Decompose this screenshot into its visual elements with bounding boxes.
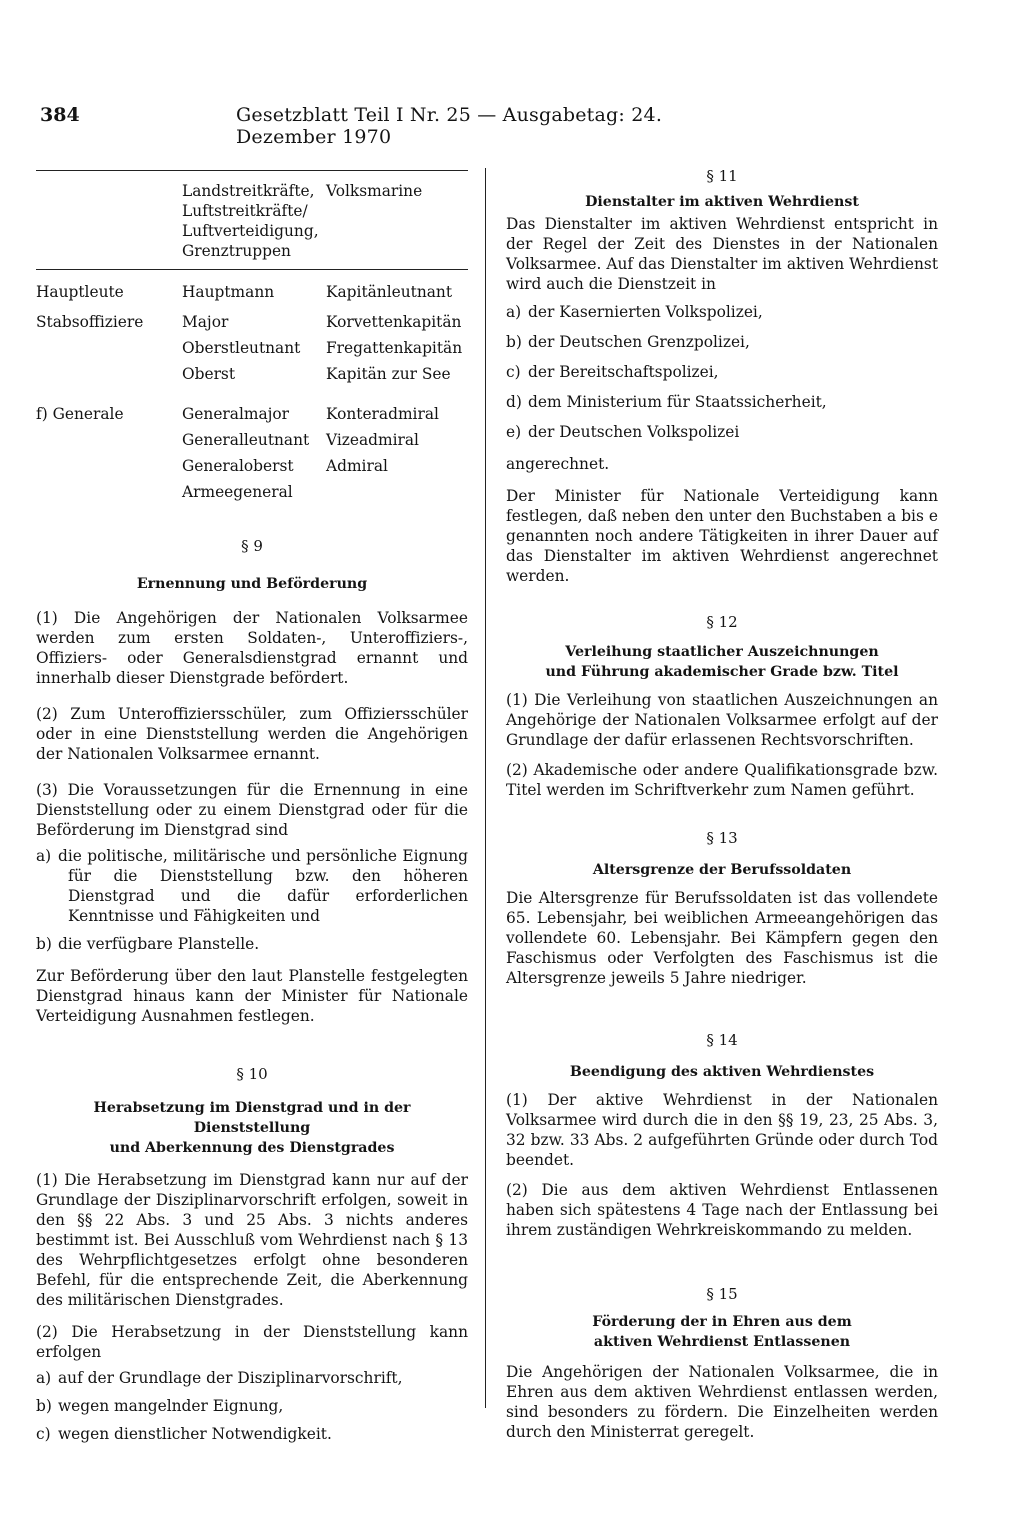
list-item: a) der Kasernierten Volkspolizei,	[506, 303, 763, 321]
col-header-navy: Volksmarine	[326, 182, 423, 200]
section-12-title-2: und Führung akademischer Grade bzw. Titel	[545, 664, 899, 680]
section-9-title: Ernennung und Beförderung	[136, 576, 368, 592]
right-column	[506, 166, 938, 1442]
section-11-para-1: Das Dienstalter im aktiven Wehrdienst entspricht in der Regel der Zeit des Dienstes in der Nationalen Volksarmee. Auf das Dienstalter im aktiven Wehrdienst wird auch die Dienstzeit in	[506, 215, 938, 293]
section-11-para-3: Der Minister für Nationale Verteidigung kann festlegen, daß neben den unter den Buchstaben a bis e genannten noch andere Tätigkeiten in ihrer Dauer auf das Dienstalter im aktiven Wehrdienst angerechnet werden.	[506, 487, 938, 585]
table-row: Generaloberst Admiral	[182, 457, 388, 475]
section-14-para-1: (1) Der aktive Wehrdienst in der Nationalen Volksarmee wird durch die in den §§ 19, 23, 25 Abs. 3, 32 bzw. 33 Abs. 2 aufgeführten Gründe oder durch Tod beendet.	[506, 1091, 938, 1169]
section-14-number: § 14	[706, 1031, 738, 1049]
section-15-number: § 15	[706, 1285, 738, 1303]
section-9-para-1: (1) Die Angehörigen der Nationalen Volksarmee werden zum ersten Soldaten-, Unteroffiziers-, Offiziers- oder Generalsdienstgrad ernannt und innerhalb dieser Dienstgrade befördert.	[36, 609, 468, 687]
list-item: b) wegen mangelnder Eignung,	[36, 1397, 284, 1415]
column-divider	[485, 168, 486, 1408]
table-row: Hauptleute Hauptmann Kapitänleutnant	[36, 283, 453, 301]
section-12-number: § 12	[706, 613, 738, 631]
list-item: c) wegen dienstlicher Notwendigkeit.	[36, 1425, 332, 1443]
section-13-number: § 13	[706, 829, 738, 847]
table-row: f) Generale Generalmajor Konteradmiral	[36, 405, 439, 423]
table-row: Armeegeneral	[182, 483, 293, 501]
rank-table-body	[36, 270, 468, 502]
page-header	[40, 104, 740, 148]
list-item: a) die politische, militärische und persönliche Eignung für die Dienststellung bzw. den höheren Dienstgrad und die dafür erforderlichen Kenntnisse und Fähigkeiten und	[36, 847, 468, 925]
section-9-para-4: Zur Beförderung über den laut Planstelle festgelegten Dienstgrad hinaus kann der Minister für Nationale Verteidigung Ausnahmen festlegen.	[36, 967, 468, 1025]
section-15-para-1: Die Angehörigen der Nationalen Volksarmee, die in Ehren aus dem aktiven Wehrdienst entlassen werden, sind besonders zu fördern. Die Einzelheiten werden durch den Ministerrat geregelt.	[506, 1363, 938, 1441]
running-title: Gesetzblatt Teil I Nr. 25 — Ausgabetag: 24. Dezember 1970	[236, 104, 663, 148]
rank-table-header	[36, 171, 468, 269]
list-item: c) der Bereitschaftspolizei,	[506, 363, 719, 381]
list-item: b) die verfügbare Planstelle.	[36, 935, 260, 953]
col-header-army: Landstreitkräfte, Luftstreitkräfte/ Luftverteidigung, Grenztruppen	[182, 182, 319, 260]
section-15-title-1: Förderung der in Ehren aus dem	[592, 1314, 852, 1330]
section-13-title: Altersgrenze der Berufssoldaten	[592, 862, 852, 878]
section-11-title: Dienstalter im aktiven Wehrdienst	[585, 194, 859, 210]
section-10-para-2: (2) Die Herabsetzung in der Dienststellung kann erfolgen	[36, 1323, 468, 1361]
section-9-para-2: (2) Zum Unteroffiziersschüler, zum Offiziersschüler oder in eine Dienststellung werden die Angehörigen der Nationalen Volksarmee ernannt.	[36, 705, 468, 763]
section-12-para-2: (2) Akademische oder andere Qualifikationsgrade bzw. Titel werden im Schriftverkehr zum Namen geführt.	[506, 761, 938, 799]
section-10-para-1: (1) Die Herabsetzung im Dienstgrad kann nur auf der Grundlage der Disziplinarvorschrift erfolgen, soweit in den §§ 22 Abs. 3 und 25 Abs. 3 nichts anderes bestimmt ist. Bei Ausschluß vom Wehrdienst nach § 13 des Wehrpflichtgesetzes erfolgt ohne besonderen Befehl, für die entsprechende Zeit, die Aberkennung des militärischen Dienstgrades.	[36, 1171, 468, 1309]
section-12-para-1: (1) Die Verleihung von staatlichen Auszeichnungen an Angehörige der Nationalen Volksarmee erfolgt auf der Grundlage der dafür erlassenen Rechtsvorschriften.	[506, 691, 938, 749]
page-number: 384	[40, 104, 80, 126]
section-14-title: Beendigung des aktiven Wehrdienstes	[569, 1064, 875, 1080]
list-item: b) der Deutschen Grenzpolizei,	[506, 333, 750, 351]
section-13-para-1: Die Altersgrenze für Berufssoldaten ist das vollendete 65. Lebensjahr, bei weiblichen Armeeangehörigen das vollendete 60. Lebensjahr. Bei Kämpfern gegen den Faschismus oder Verfolgten des Faschismus ist die Altersgrenze jeweils 5 Jahre niedriger.	[506, 889, 938, 987]
table-row: Oberstleutnant Fregattenkapitän	[182, 339, 463, 357]
section-10-title-2: und Aberkennung des Dienstgrades	[109, 1140, 395, 1156]
section-14-para-2: (2) Die aus dem aktiven Wehrdienst Entlassenen haben sich spätestens 4 Tage nach der Entlassung bei ihrem zuständigen Wehrkreiskommando zu melden.	[506, 1181, 938, 1239]
list-item: a) auf der Grundlage der Disziplinarvorschrift,	[36, 1369, 403, 1387]
left-column	[36, 170, 468, 1444]
list-item: d) dem Ministerium für Staatssicherheit,	[506, 393, 827, 411]
section-11-para-2: angerechnet.	[506, 455, 610, 473]
section-9-number: § 9	[241, 537, 263, 555]
section-11-number: § 11	[706, 167, 738, 185]
table-row: Oberst Kapitän zur See	[182, 365, 451, 383]
table-row: Generalleutnant Vizeadmiral	[182, 431, 419, 449]
section-15-title-2: aktiven Wehrdienst Entlassenen	[593, 1334, 851, 1350]
section-10-title-1: Herabsetzung im Dienstgrad und in der Dienststellung	[93, 1100, 411, 1136]
section-12-title-1: Verleihung staatlicher Auszeichnungen	[565, 644, 879, 660]
section-9-para-3: (3) Die Voraussetzungen für die Ernennung in eine Dienststellung oder zu einem Dienstgrad oder für die Beförderung im Dienstgrad sind	[36, 781, 468, 839]
section-10-number: § 10	[236, 1065, 268, 1083]
list-item: e) der Deutschen Volkspolizei	[506, 423, 740, 441]
table-row: Stabsoffiziere Major Korvettenkapitän	[36, 313, 462, 331]
